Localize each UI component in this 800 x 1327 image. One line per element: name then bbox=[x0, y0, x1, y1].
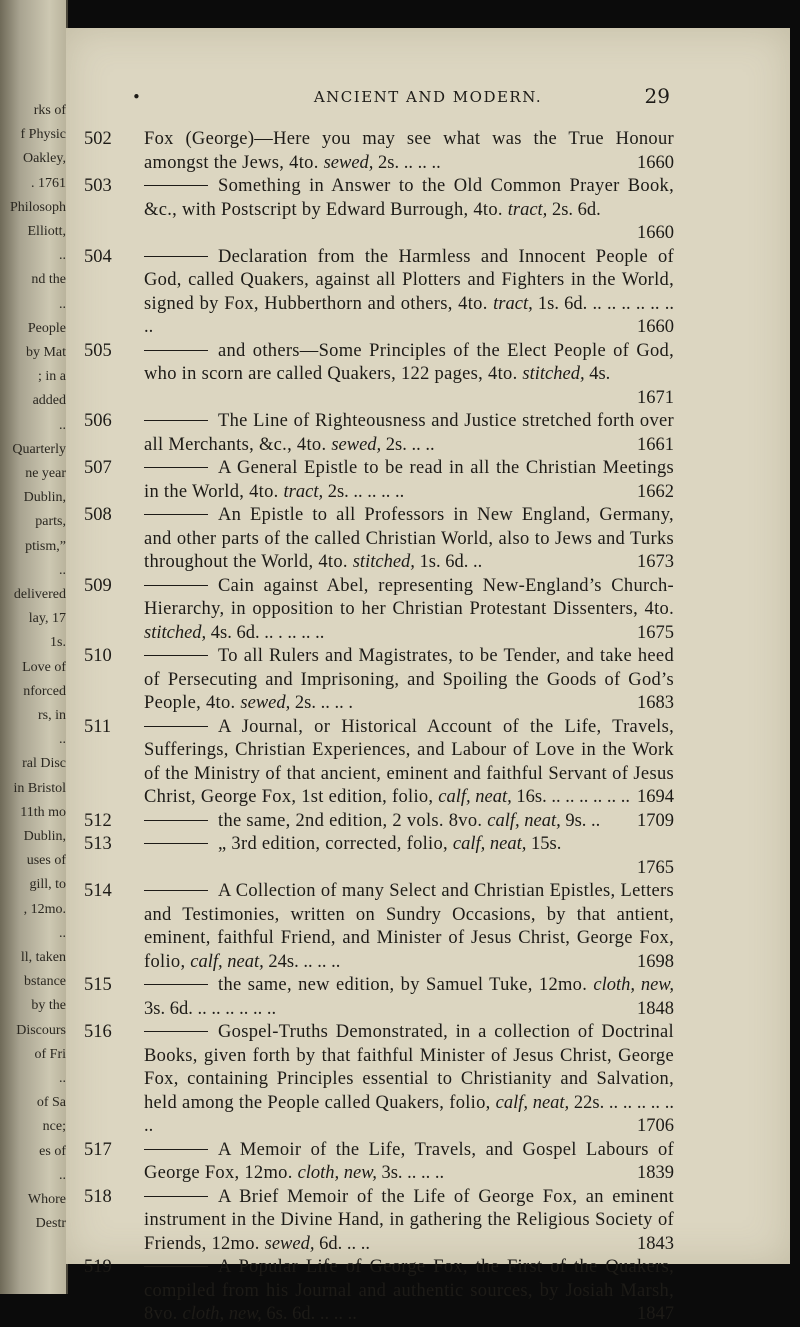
ditto-dash bbox=[144, 1196, 208, 1197]
entry-price: 2s. .. .. .. bbox=[373, 152, 441, 173]
ditto-dash bbox=[144, 185, 208, 186]
entry-description: A Memoir of the Life, Travels, and Gospel Labours of George Fox, 12mo. bbox=[144, 1139, 674, 1183]
entry-number: 503 bbox=[84, 176, 112, 196]
entry-description: the same, 2nd edition, 2 vols. 8vo. bbox=[218, 810, 488, 831]
ditto-dash bbox=[144, 726, 208, 727]
entry-description: Something in Answer to the Old Common Prayer Book, &c., with Postscript by Edward Burrough, 4to. bbox=[144, 176, 674, 220]
entry-binding: tract, bbox=[493, 293, 533, 314]
entry-description: A Brief Memoir of the Life of George Fox, an eminent instrument in the Divine Hand, in gathering the Religious Society of Friends, 12mo. bbox=[144, 1186, 674, 1254]
catalogue-entry bbox=[84, 833, 674, 880]
ditto-dash bbox=[144, 256, 208, 257]
entry-price: 6d. .. .. bbox=[314, 1233, 370, 1254]
entry-year: 1765 bbox=[637, 857, 674, 878]
entry-number: 510 bbox=[84, 646, 112, 666]
left-page-fragment: People bbox=[27, 320, 66, 336]
entry-description: and others—Some Principles of the Elect People of God, who in scorn are called Quakers, 122 pages, 4to. bbox=[144, 340, 674, 384]
entry-text bbox=[144, 457, 674, 504]
left-page-fragment: Dublin, bbox=[23, 829, 66, 844]
entry-year: 1698 bbox=[637, 951, 674, 972]
left-page-fragment: rs, in bbox=[38, 708, 66, 723]
entry-text bbox=[144, 246, 674, 340]
entry-description: A Collection of many Select and Christian Epistles, Letters and Testimonies, written on Sundry Occasions, by that antient, eminent, faithful Friend, and Minister of Jesus Christ, George Fox, folio, bbox=[144, 881, 674, 972]
left-page-fragment: f Physic bbox=[20, 127, 66, 143]
entry-binding: cloth, new, bbox=[297, 1163, 377, 1183]
left-page-edge bbox=[0, 0, 68, 1294]
header-bullet: • bbox=[132, 88, 143, 106]
entry-binding: tract, bbox=[507, 199, 548, 220]
entry-year: 1660 bbox=[637, 223, 674, 243]
left-page-fragment: .. bbox=[59, 562, 66, 578]
entry-binding: stitched, bbox=[144, 622, 207, 643]
catalogue-entries bbox=[84, 128, 674, 1327]
left-page-fragment: Destr bbox=[35, 1216, 66, 1232]
left-page-fragment: in Bristol bbox=[13, 780, 66, 796]
catalogue-entry bbox=[84, 1256, 674, 1327]
catalogue-entry bbox=[84, 645, 674, 716]
entry-number: 506 bbox=[84, 411, 112, 431]
entry-description: „ 3rd edition, corrected, folio, bbox=[218, 834, 453, 854]
ditto-dash bbox=[144, 585, 208, 586]
left-page-fragment: ; in a bbox=[38, 369, 66, 385]
entry-price: 2s. .. .. . bbox=[290, 693, 353, 713]
left-page-fragment: .. bbox=[59, 925, 66, 941]
entry-year: 1694 bbox=[637, 787, 674, 807]
catalogue-entry bbox=[84, 410, 674, 457]
entry-binding: calf, neat, bbox=[438, 787, 512, 807]
ditto-dash bbox=[144, 467, 208, 468]
left-page-fragment: Dublin, bbox=[23, 490, 66, 506]
left-page-fragment: added bbox=[32, 393, 66, 409]
left-page-fragment: Whore bbox=[27, 1192, 66, 1207]
left-page-fragment: ptism,” bbox=[25, 538, 66, 554]
entry-year: 1660 bbox=[637, 152, 674, 173]
entry-number: 512 bbox=[84, 810, 112, 831]
catalogue-entry bbox=[84, 575, 674, 646]
catalogue-entry bbox=[84, 457, 674, 504]
entry-binding: tract, bbox=[283, 481, 324, 502]
left-page-fragment: ral Disc bbox=[22, 756, 66, 772]
entry-year: 1662 bbox=[637, 481, 674, 502]
entry-description: Fox (George)—Here you may see what was the True Honour amongst the Jews, 4to. bbox=[144, 129, 674, 173]
ditto-dash bbox=[144, 350, 208, 351]
left-page-fragment: of Fri bbox=[34, 1046, 66, 1062]
left-page-fragment: by Mat bbox=[25, 345, 66, 360]
entry-text bbox=[144, 716, 674, 810]
left-page-fragment: nforced bbox=[23, 683, 66, 699]
entry-binding: cloth, new, bbox=[593, 975, 674, 995]
catalogue-entry bbox=[84, 1186, 674, 1257]
entry-binding: calf, neat, bbox=[495, 1092, 570, 1113]
entry-year: 1671 bbox=[637, 387, 674, 408]
entry-binding: calf, neat, bbox=[190, 951, 264, 972]
entry-year: 1847 bbox=[637, 1304, 674, 1324]
entry-price: 9s. .. bbox=[560, 810, 601, 831]
ditto-dash bbox=[144, 514, 208, 515]
left-page-fragment: .. bbox=[59, 417, 66, 433]
entry-text bbox=[144, 833, 674, 880]
entry-text bbox=[144, 1139, 674, 1186]
left-page-fragment: , 12mo. bbox=[23, 901, 66, 917]
entry-number: 519 bbox=[84, 1257, 112, 1277]
page-number: 29 bbox=[644, 84, 670, 108]
left-page-fragment: 11th mo bbox=[20, 804, 66, 820]
left-page-fragment: ne year bbox=[25, 466, 66, 481]
entry-price: 1s. 6d. .. .. .. .. .. .. .. bbox=[144, 293, 674, 337]
left-page-fragment: Elliott, bbox=[27, 224, 66, 239]
entry-text bbox=[144, 974, 674, 1021]
entry-price: 4s. bbox=[584, 364, 611, 384]
entry-year: 1660 bbox=[637, 317, 674, 337]
entry-description: To all Rulers and Magistrates, to be Tender, and take heed of Persecuting and Imprisoning, and Spoiling the Goods of God’s People, 4to. bbox=[144, 646, 674, 713]
entry-text bbox=[144, 810, 674, 834]
entry-text bbox=[144, 1021, 674, 1139]
left-page-fragment: . 1761 bbox=[31, 175, 66, 191]
left-page-fragment: .. bbox=[59, 248, 66, 264]
catalogue-entry bbox=[84, 128, 674, 175]
left-page-fragment: nd the bbox=[31, 272, 66, 288]
catalogue-entry bbox=[84, 810, 674, 834]
entry-number: 516 bbox=[84, 1022, 112, 1042]
running-header bbox=[66, 84, 790, 112]
catalogue-entry bbox=[84, 1139, 674, 1186]
left-page-fragment: lay, 17 bbox=[28, 611, 66, 627]
entry-text bbox=[144, 410, 674, 457]
entry-year: 1673 bbox=[637, 552, 674, 572]
ditto-dash bbox=[144, 1149, 208, 1150]
entry-description: A Journal, or Historical Account of the Life, Travels, Sufferings, Christian Experiences, and Labour of Love in the Work of the Ministry of that ancient, eminent and faithful Servant of Jesus Christ, George Fox, 1st edition, folio, bbox=[144, 716, 674, 807]
entry-number: 515 bbox=[84, 975, 112, 995]
entry-number: 502 bbox=[84, 129, 112, 149]
entry-price: 2s. .. .. bbox=[381, 434, 435, 455]
entry-text bbox=[144, 504, 674, 575]
entry-description: An Epistle to all Professors in New England, Germany, and other parts of the called Christian World, also to Jews and Turks throughout the World, 4to. bbox=[144, 505, 674, 572]
left-page-fragment: 1s. bbox=[50, 635, 66, 651]
entry-year: 1843 bbox=[637, 1233, 674, 1254]
catalogue-entry bbox=[84, 340, 674, 411]
running-title: ANCIENT AND MODERN. bbox=[313, 88, 543, 106]
left-page-fragment: gill, to bbox=[29, 877, 66, 893]
left-page-fragment: Oakley, bbox=[22, 151, 66, 167]
entry-description: The Line of Righteousness and Justice stretched forth over all Merchants, &c., 4to. bbox=[144, 411, 674, 455]
entry-description: A Popular Life of George Fox, the First of the Quakers, compiled from his Journal and authentic sources, by Josiah Marsh, 8vo. bbox=[144, 1257, 674, 1324]
entry-price: 24s. .. .. .. bbox=[263, 951, 341, 972]
entry-text bbox=[144, 175, 674, 246]
entry-text bbox=[144, 1186, 674, 1257]
entry-text bbox=[144, 880, 674, 974]
entry-text bbox=[144, 128, 674, 175]
entry-number: 508 bbox=[84, 505, 112, 525]
ditto-dash bbox=[144, 890, 208, 891]
ditto-dash bbox=[144, 1266, 208, 1267]
left-page-fragment: Philosoph bbox=[9, 199, 66, 215]
entry-year: 1661 bbox=[637, 434, 674, 455]
entry-year: 1706 bbox=[637, 1116, 674, 1136]
entry-year: 1848 bbox=[637, 998, 674, 1019]
entry-number: 513 bbox=[84, 834, 112, 854]
entry-binding: calf, neat, bbox=[452, 834, 527, 854]
entry-price: 6s. 6d. .. .. .. bbox=[261, 1304, 357, 1324]
entry-price: 1s. 6d. .. bbox=[414, 552, 483, 572]
entry-year: 1675 bbox=[637, 622, 674, 643]
left-page-fragment: uses of bbox=[26, 853, 66, 869]
catalogue-entry bbox=[84, 175, 674, 246]
entry-binding: calf, neat, bbox=[487, 810, 561, 831]
entry-number: 518 bbox=[84, 1186, 112, 1207]
left-page-fragment: .. bbox=[59, 1167, 66, 1183]
entry-price: 4s. 6d. .. . .. .. .. bbox=[206, 622, 325, 643]
left-page-fragment: ll, taken bbox=[20, 950, 66, 965]
left-page-fragment: parts, bbox=[35, 514, 66, 530]
ditto-dash bbox=[144, 420, 208, 421]
left-page-fragment: .. bbox=[59, 732, 66, 748]
entry-description: Gospel-Truths Demonstrated, in a collection of Doctrinal Books, given forth by that faithful Minister of Jesus Christ, George Fox, containing Principles essential to Christianity and Salvation, held among the People called Quakers, folio, bbox=[144, 1022, 674, 1113]
entry-description: Declaration from the Harmless and Innocent People of God, called Quakers, against all Plotters and Fighters in the World, signed by Fox, Hubberthorn and others, 4to. bbox=[144, 246, 674, 314]
entry-description: A General Epistle to be read in all the Christian Meetings in the World, 4to. bbox=[144, 458, 674, 502]
left-page-fragment: es of bbox=[39, 1143, 66, 1159]
ditto-dash bbox=[144, 655, 208, 656]
entry-text bbox=[144, 575, 674, 646]
entry-number: 504 bbox=[84, 246, 112, 267]
entry-price: 2s. 6d. bbox=[547, 199, 601, 220]
entry-year: 1709 bbox=[637, 810, 674, 831]
entry-binding: sewed, bbox=[331, 434, 382, 455]
entry-binding: sewed, bbox=[323, 152, 374, 173]
left-page-fragment: delivered bbox=[13, 587, 66, 602]
left-page-fragment: Quarterly bbox=[12, 441, 66, 457]
entry-binding: cloth, new, bbox=[182, 1304, 262, 1324]
left-page-fragment: by the bbox=[31, 998, 66, 1014]
left-page-fragment: .. bbox=[59, 296, 66, 312]
catalogue-entry bbox=[84, 504, 674, 575]
catalogue-entry bbox=[84, 1021, 674, 1139]
entry-description: the same, new edition, by Samuel Tuke, 12mo. bbox=[218, 975, 594, 995]
left-page-fragment: nce; bbox=[42, 1119, 66, 1135]
ditto-dash bbox=[144, 984, 208, 985]
entry-number: 505 bbox=[84, 340, 112, 361]
entry-number: 517 bbox=[84, 1139, 112, 1160]
entry-number: 507 bbox=[84, 458, 112, 478]
ditto-dash bbox=[144, 1031, 208, 1032]
left-page-fragment: of Sa bbox=[36, 1095, 66, 1111]
entry-year: 1683 bbox=[637, 693, 674, 713]
entry-binding: stitched, bbox=[352, 552, 415, 572]
entry-price: 3s. .. .. .. bbox=[376, 1163, 445, 1183]
entry-price: 15s. bbox=[526, 834, 562, 854]
ditto-dash bbox=[144, 820, 208, 821]
book-page bbox=[66, 28, 790, 1324]
entry-price: 16s. .. .. .. .. .. .. bbox=[511, 787, 630, 807]
entry-text bbox=[144, 1256, 674, 1327]
catalogue-entry bbox=[84, 880, 674, 974]
left-page-fragment: rks of bbox=[33, 103, 66, 118]
entry-price: 2s. .. .. .. .. bbox=[323, 481, 405, 502]
entry-price: 22s. .. .. .. .. .. .. bbox=[144, 1092, 675, 1136]
entry-binding: sewed, bbox=[264, 1233, 315, 1254]
entry-price: 3s. 6d. .. .. .. .. .. .. bbox=[144, 998, 277, 1019]
entry-number: 509 bbox=[84, 575, 112, 596]
entry-binding: sewed, bbox=[240, 693, 291, 713]
left-page-fragment: Love of bbox=[22, 659, 66, 675]
entry-text bbox=[144, 340, 674, 411]
entry-year: 1839 bbox=[637, 1163, 674, 1183]
catalogue-entry bbox=[84, 246, 674, 340]
left-page-fragment: .. bbox=[59, 1071, 66, 1086]
entry-binding: stitched, bbox=[522, 364, 585, 384]
catalogue-entry bbox=[84, 716, 674, 810]
entry-text bbox=[144, 645, 674, 716]
left-page-fragment: bstance bbox=[24, 974, 66, 990]
entry-number: 514 bbox=[84, 881, 112, 901]
ditto-dash bbox=[144, 843, 208, 844]
entry-description: Cain against Abel, representing New-England’s Church-Hierarchy, in opposition to her Christian Protestant Dissenters, 4to. bbox=[144, 575, 674, 619]
left-page-fragment: Discours bbox=[16, 1022, 66, 1038]
entry-number: 511 bbox=[84, 716, 112, 737]
catalogue-entry bbox=[84, 974, 674, 1021]
